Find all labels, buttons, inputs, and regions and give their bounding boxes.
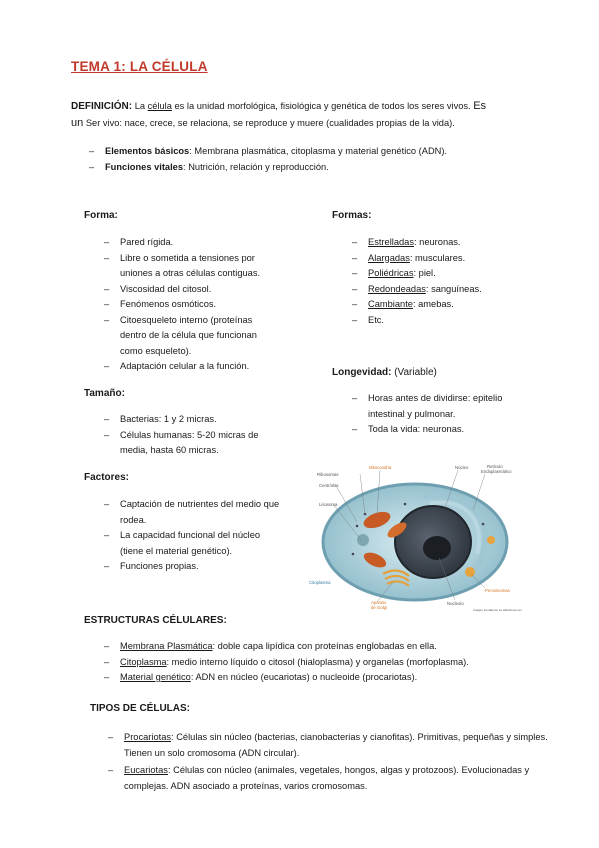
cell-illustration: [305, 462, 533, 612]
list-item: – Citoesqueleto interno (proteínas dentro de la célula que funcionan como esqueleto).: [104, 313, 279, 360]
list-item: – Libre o sometida a tensiones por uniones a otras células contiguas.: [104, 251, 279, 282]
label-endoplasmatico: Endoplasmático: [481, 469, 512, 474]
tamano-heading: Tamaño:: [84, 388, 125, 399]
estructuras-heading: ESTRUCTURAS CÉLULARES:: [84, 615, 227, 626]
formas-heading: Formas:: [332, 210, 372, 221]
list-item: – Captación de nutrientes del medio que rodea.: [104, 497, 284, 528]
label-golgi: de Golgi: [371, 605, 388, 610]
label-ribosomas: Ribosomas: [317, 472, 339, 477]
label-citoplasma: Citoplasma: [309, 580, 331, 585]
label-lisosoma: Lisosoma: [319, 502, 338, 507]
definition: DEFINICIÓN: La célula es la unidad morfológica, fisiológica y genética de todos los seres vivos. Es: [71, 100, 487, 112]
list-item: – Células humanas: 5-20 micras de media, hasta 60 micras.: [104, 428, 279, 459]
forma-list: [104, 235, 279, 375]
list-item: – Fenómenos osmóticos.: [104, 297, 279, 313]
list-item: – La capacidad funcional del núcleo (tiene el material genético).: [104, 528, 284, 559]
list-item: – Toda la vida: neuronas.: [352, 422, 527, 438]
formas-list: [352, 235, 532, 328]
tamano-list: [104, 412, 279, 459]
label-peroxisomas: Peroxisomas: [485, 588, 510, 593]
label-mitocondria: Mitocondria: [369, 465, 392, 470]
longevidad-list: [352, 391, 527, 438]
list-item: – Bacterias: 1 y 2 micras.: [104, 412, 279, 428]
list-item: – Funciones vitales: Nutrición, relación y reproducción.: [89, 160, 529, 176]
definition-term: célula: [147, 101, 172, 111]
image-credit: Imagen tomada de es.slideshare.net: [473, 608, 522, 612]
factores-heading: Factores:: [84, 472, 130, 483]
label-nucleolo: Nucleolo: [447, 601, 464, 606]
list-item: – Membrana Plasmática: doble capa lipídica con proteínas englobadas en ella.: [104, 639, 554, 655]
page-title: TEMA 1: LA CÉLULA: [71, 59, 208, 74]
list-item: – Eucariotas: Células con núcleo (animales, vegetales, hongos, algas y protozoos). Evolucionadas y complejas. ADN asociado a proteínas, varios cromosomas.: [108, 763, 548, 794]
tipos-list: [108, 730, 548, 794]
factores-list: [104, 497, 284, 575]
list-item: – Funciones propias.: [104, 559, 284, 575]
label-centriolos: Centríolos: [319, 483, 339, 488]
list-item: – Citoplasma: medio interno líquido o citosol (hialoplasma) y organelas (morfoplasma).: [104, 655, 554, 671]
list-item: – Material genético: ADN en núcleo (eucariotas) o nucleoide (procariotas).: [104, 670, 554, 686]
list-item: – Elementos básicos: Membrana plasmática, citoplasma y material genético (ADN).: [89, 144, 529, 160]
list-item: – Pared rígida.: [104, 235, 279, 251]
list-item: – Redondeadas: sanguíneas.: [352, 282, 532, 298]
list-item: – Alargadas: musculares.: [352, 251, 532, 267]
nucleolus: [423, 536, 451, 560]
estructuras-list: [104, 639, 554, 686]
list-item: – Adaptación celular a la función.: [104, 359, 279, 375]
forma-heading: Forma:: [84, 210, 118, 221]
label-nucleo: Núcleo: [455, 465, 469, 470]
list-item: – Cambiante: amebas.: [352, 297, 532, 313]
list-item: – Estrelladas: neuronas.: [352, 235, 532, 251]
list-item: – Poliédricas: piel.: [352, 266, 532, 282]
label-reticulo: Retículo: [487, 464, 503, 469]
peroxisome: [465, 567, 475, 577]
definition-label: DEFINICIÓN:: [71, 101, 133, 112]
longevidad-heading: Longevidad: (Variable): [332, 367, 437, 378]
lysosome: [357, 534, 369, 546]
tipos-heading: TIPOS DE CÉLULAS:: [90, 703, 191, 714]
list-item: – Etc.: [352, 313, 532, 329]
basics-list: [89, 144, 529, 175]
label-aparato: Aparato: [371, 600, 387, 605]
definition-line2: un Ser vivo: nace, crece, se relaciona, se reproduce y muere (cualidades propias de la vida).: [71, 117, 455, 129]
list-item: – Viscosidad del citosol.: [104, 282, 279, 298]
list-item: – Horas antes de dividirse: epitelio intestinal y pulmonar.: [352, 391, 527, 422]
list-item: – Procariotas: Células sin núcleo (bacterias, cianobacterias y cianofitas). Primitivas, pequeñas y simples. Tienen un solo cromosoma (ADN circular).: [108, 730, 548, 761]
